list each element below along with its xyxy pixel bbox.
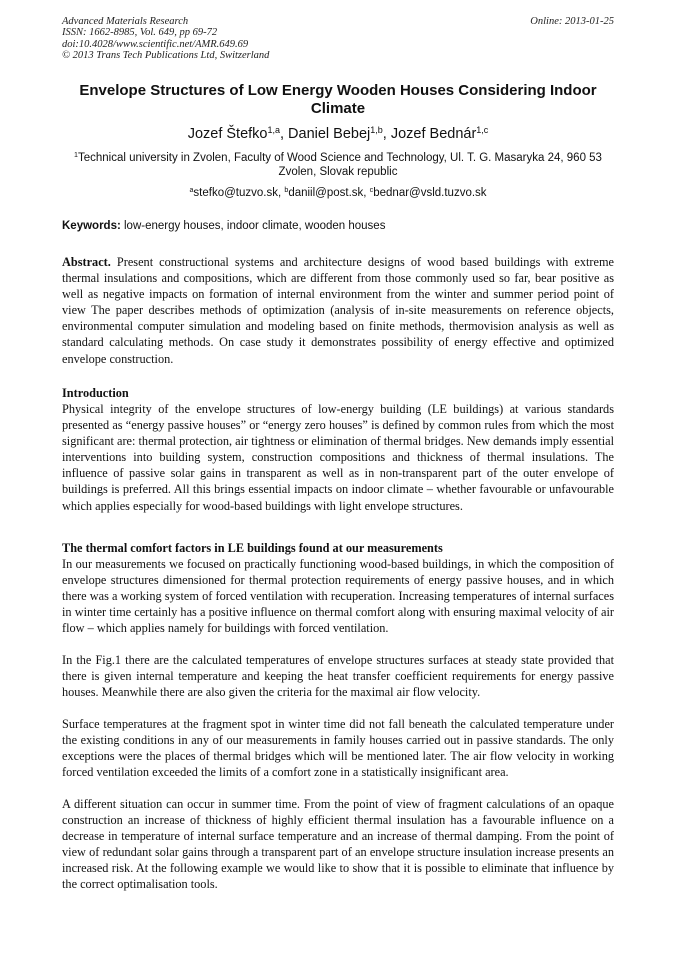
email-separator: ,: [277, 187, 285, 199]
journal-copyright: © 2013 Trans Tech Publications Ltd, Switzerland: [62, 50, 270, 62]
keywords-text: low-energy houses, indoor climate, wooden houses: [120, 220, 386, 232]
body-paragraph: A different situation can occur in summer time. From the point of view of fragment calculations of an opaque construction an increase of thickness of highly efficient thermal insulation has a favourable influence on a decrease in temperature of internal surface temperature and an increase of thermal damping. From the point of view of redundant solar gains through a transparent part of an envelope structure insulation increase presents an increased risk. At the following example we would like to show that it is possible to eliminate that influence by the correct optimalisation tools.: [62, 797, 614, 892]
section-heading-thermal-comfort: The thermal comfort factors in LE buildings found at our measurements: [62, 541, 443, 555]
author-superscript: 1,b: [370, 125, 383, 136]
author-emails: [62, 187, 614, 200]
affiliation-superscript: 1: [74, 151, 78, 160]
journal-header: [62, 16, 614, 62]
body-paragraph: In our measurements we focused on practically functioning wood-based buildings, in which the composition of envelope structures dimensioned for thermal protection requirements of energy passive houses, and in which there was a working system of forced ventilation with recuperation. Increasing temperatures of internal surfaces in winter time certainly has a positive influence on thermal comfort along with ensuring maximal velocity of air flow – which applies namely for buildings with forced ventilation.: [62, 557, 614, 636]
abstract-label: Abstract.: [62, 255, 111, 269]
author-email: stefko@tuzvo.sk: [193, 187, 278, 199]
journal-doi: doi:10.4028/www.scientific.net/AMR.649.69: [62, 38, 249, 50]
author-separator: ,: [382, 126, 391, 142]
author-name: Daniel Bebej: [288, 126, 371, 142]
introduction-paragraph: Physical integrity of the envelope structures of low-energy building (LE buildings) at various standards presented as “energy passive houses” or “energy zero houses” is defined by common rules from which the most significant are: thermal protection, air tightness or elimination of thermal bridges. New demands imply essential interventions into building system, construction compositions and thickness of thermal insulations. The influence of passive solar gains in transparent as well as in non-transparent part of the outer envelope of buildings is preferred. All this brings essential impacts on indoor climate – whether favourable or unfavourable which applies especially for wood-based buildings with light envelope structures.: [62, 402, 614, 513]
affiliation: [62, 152, 614, 179]
abstract-text: Present constructional systems and architecture designs of wood based buildings with extreme thermal insulations and compositions, which are different from those commonly used so far, bear positive as well as negative impacts on formation of internal environment from the winter and summer period point of view The paper describes methods of optimization (analysis of in-site measurements on reference objects, environmental computer simulation and modeling based on finite methods, thermovision analysis as well as standard calculating methods. On case study it demonstrates possibility of energy effective and optimized envelope construction.: [62, 255, 614, 366]
author-superscript: 1,a: [267, 125, 280, 136]
paper-title: Envelope Structures of Low Energy Wooden Houses Considering Indoor Climate: [79, 82, 597, 117]
email-superscript: b: [284, 186, 289, 195]
affiliation-text: Technical university in Zvolen, Faculty of Wood Science and Technology, Ul. T. G. Masaryka 24, 960 53 Zvolen, Slovak republic: [78, 152, 602, 178]
online-date: Online: 2013-01-25: [530, 16, 614, 27]
author-email: bednar@vsld.tuzvo.sk: [373, 187, 487, 199]
email-superscript: c: [369, 186, 374, 195]
keywords-label: Keywords:: [62, 220, 121, 232]
abstract: [62, 254, 614, 367]
email-separator: ,: [363, 187, 370, 199]
keywords: [62, 220, 614, 233]
section-heading-introduction: Introduction: [62, 386, 129, 400]
body-paragraph: Surface temperatures at the fragment spot in winter time did not fall beneath the calculated temperature under the existing conditions in any of our measurements in family houses carried out in passive standards. The only exceptions were the places of thermal bridges which will be mentioned later. The air flow velocity in working forced ventilation exceeded the limits of a comfort zone in a statistically insignificant area.: [62, 717, 614, 780]
author-name: Jozef Bednár: [390, 126, 477, 142]
email-superscript: a: [189, 186, 194, 195]
author-separator: ,: [279, 126, 289, 142]
journal-issn: ISSN: 1662-8985, Vol. 649, pp 69-72: [62, 27, 218, 39]
author-email: daniil@post.sk: [288, 187, 364, 199]
body-paragraph: In the Fig.1 there are the calculated temperatures of envelope structures surfaces at steady state provided that there is given internal temperature and keeping the heat transfer coefficient requirements for energy passive houses. Meanwhile there are also given the criteria for the maximal air flow velocity.: [62, 653, 614, 700]
author-superscript: 1,c: [476, 125, 489, 136]
journal-name: Advanced Materials Research: [62, 16, 189, 27]
author-list: [62, 126, 614, 143]
author-name: Jozef Štefko: [187, 126, 268, 142]
